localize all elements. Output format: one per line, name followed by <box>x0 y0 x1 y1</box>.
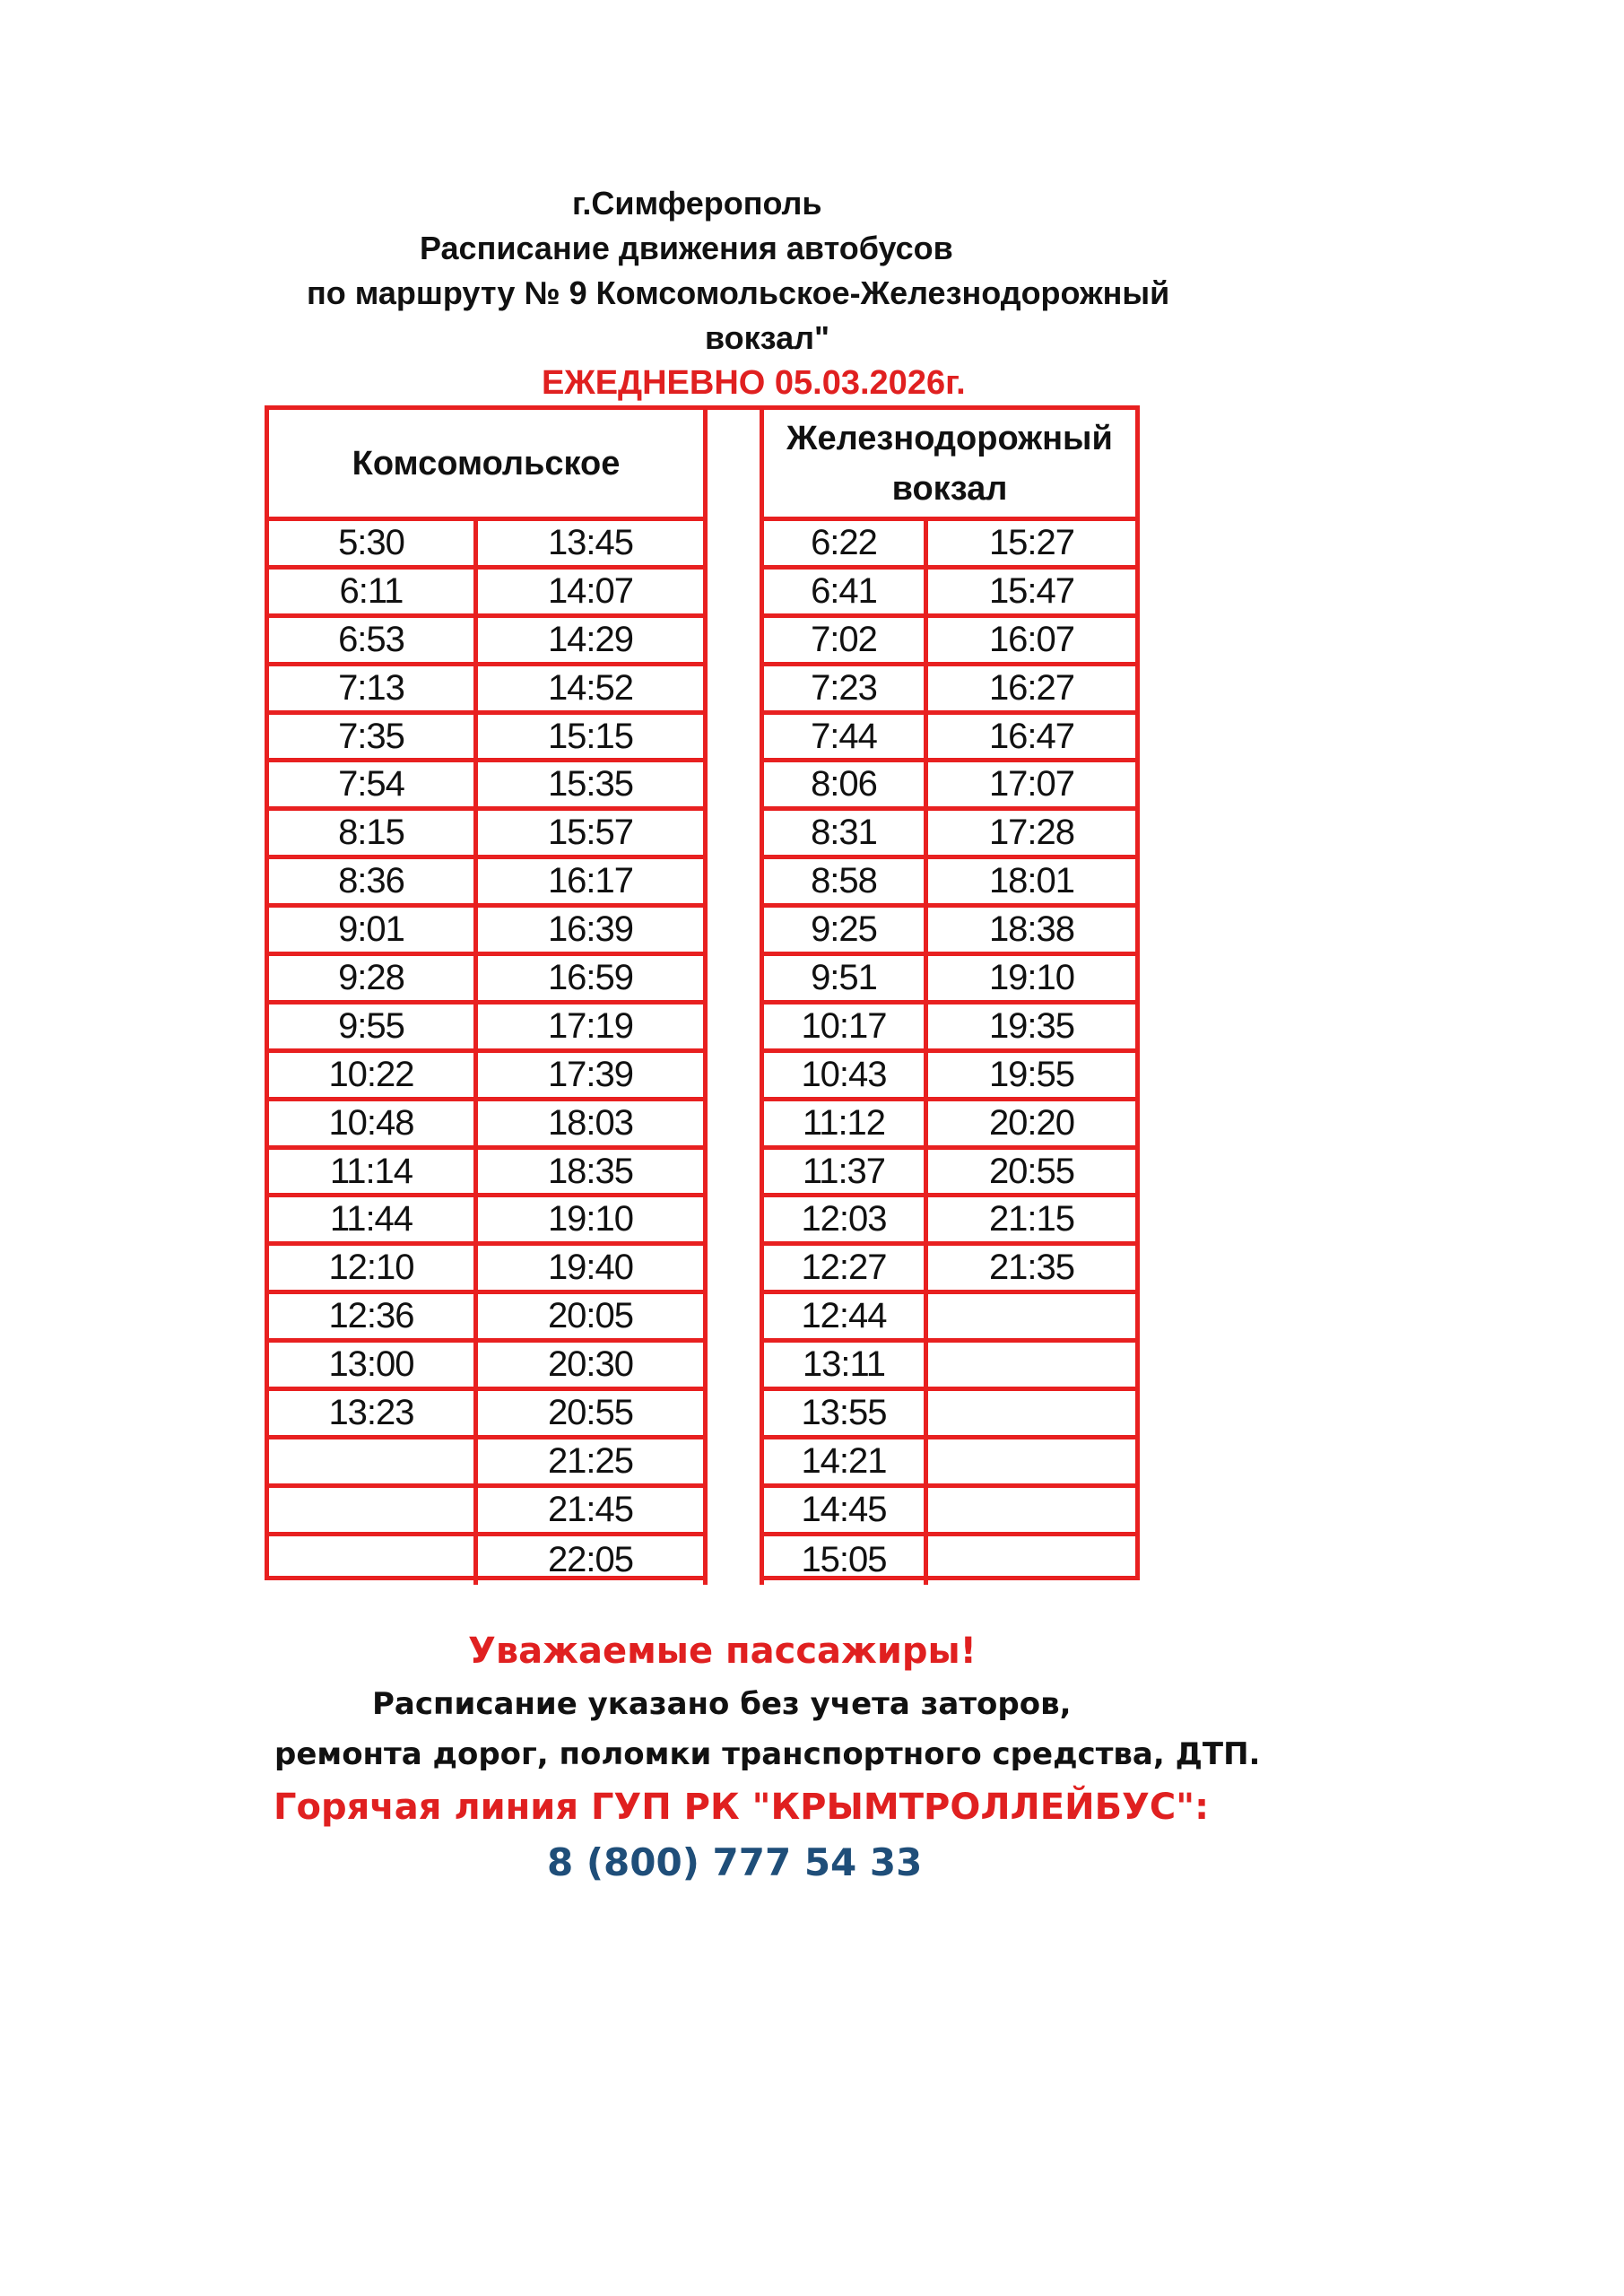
time-cell: 19:55 <box>928 1053 1135 1101</box>
time-cell: 6:53 <box>269 618 478 666</box>
stop-a-name: Комсомольское <box>352 444 621 483</box>
time-cell: 9:01 <box>269 908 478 956</box>
time-cell: 15:15 <box>478 715 708 763</box>
time-cell: 20:05 <box>478 1294 708 1343</box>
time-cell: 7:13 <box>269 666 478 715</box>
time-cell: 16:47 <box>928 715 1135 763</box>
column-separator <box>708 410 764 1585</box>
time-cell: 14:45 <box>764 1488 928 1536</box>
time-cell: 8:15 <box>269 811 478 859</box>
route-name: по маршруту № 9 Комсомольское-Железнодорожный <box>307 274 1170 311</box>
time-cell: 13:45 <box>478 521 708 570</box>
time-cell <box>928 1294 1135 1343</box>
time-cell: 14:29 <box>478 618 708 666</box>
time-cell: 16:17 <box>478 859 708 908</box>
time-cell: 14:21 <box>764 1439 928 1488</box>
time-cell: 16:27 <box>928 666 1135 715</box>
time-cell: 21:35 <box>928 1246 1135 1294</box>
time-cell: 9:51 <box>764 956 928 1004</box>
time-cell: 7:54 <box>269 762 478 811</box>
stop-b-name <box>786 413 1113 514</box>
time-cell: 7:02 <box>764 618 928 666</box>
time-cell: 21:45 <box>478 1488 708 1536</box>
time-cell: 20:55 <box>478 1391 708 1439</box>
stop-b-name-line1: Железнодорожный <box>786 419 1113 457</box>
time-cell: 9:25 <box>764 908 928 956</box>
time-cell: 17:39 <box>478 1053 708 1101</box>
time-cell: 12:44 <box>764 1294 928 1343</box>
time-cell: 15:47 <box>928 570 1135 618</box>
time-cell: 6:41 <box>764 570 928 618</box>
time-cell: 8:58 <box>764 859 928 908</box>
time-cell: 13:55 <box>764 1391 928 1439</box>
hotline-phone: 8 (800) 777 54 33 <box>547 1840 923 1884</box>
time-cell: 9:28 <box>269 956 478 1004</box>
time-cell <box>928 1439 1135 1488</box>
time-cell: 18:35 <box>478 1150 708 1198</box>
time-cell: 11:14 <box>269 1150 478 1198</box>
column-header-stop-b <box>764 410 1135 521</box>
time-cell <box>928 1488 1135 1536</box>
time-cell: 8:31 <box>764 811 928 859</box>
time-cell: 13:00 <box>269 1343 478 1391</box>
time-cell: 9:55 <box>269 1004 478 1053</box>
time-cell: 7:35 <box>269 715 478 763</box>
time-cell: 18:01 <box>928 859 1135 908</box>
time-cell: 10:48 <box>269 1101 478 1150</box>
time-cell: 10:43 <box>764 1053 928 1101</box>
time-cell <box>928 1536 1135 1585</box>
time-cell: 17:28 <box>928 811 1135 859</box>
time-cell: 19:10 <box>478 1197 708 1246</box>
time-cell: 7:23 <box>764 666 928 715</box>
time-cell: 20:30 <box>478 1343 708 1391</box>
time-cell: 22:05 <box>478 1536 708 1585</box>
time-cell: 13:23 <box>269 1391 478 1439</box>
time-cell: 11:44 <box>269 1197 478 1246</box>
time-cell: 7:44 <box>764 715 928 763</box>
timetable <box>265 405 1140 1580</box>
time-cell: 21:25 <box>478 1439 708 1488</box>
city-name: г.Симферополь <box>572 185 822 222</box>
time-cell: 12:03 <box>764 1197 928 1246</box>
notice-line-2: ремонта дорог, поломки транспортного средства, ДТП. <box>274 1736 1261 1772</box>
time-cell: 16:39 <box>478 908 708 956</box>
time-cell: 12:10 <box>269 1246 478 1294</box>
time-cell: 10:22 <box>269 1053 478 1101</box>
validity-date: ЕЖЕДНЕВНО 05.03.2026г. <box>542 364 966 402</box>
time-cell: 11:12 <box>764 1101 928 1150</box>
stop-b-name-line2: вокзал <box>891 469 1008 508</box>
time-cell: 12:27 <box>764 1246 928 1294</box>
time-cell: 15:57 <box>478 811 708 859</box>
time-cell <box>269 1488 478 1536</box>
time-cell: 10:17 <box>764 1004 928 1053</box>
time-cell: 6:11 <box>269 570 478 618</box>
hotline-label: Горячая линия ГУП РК "КРЫМТРОЛЛЕЙБУС": <box>274 1787 1210 1828</box>
column-header-stop-a <box>269 410 708 521</box>
time-cell: 13:11 <box>764 1343 928 1391</box>
time-cell: 19:40 <box>478 1246 708 1294</box>
time-cell: 19:10 <box>928 956 1135 1004</box>
time-cell: 14:52 <box>478 666 708 715</box>
time-cell: 20:55 <box>928 1150 1135 1198</box>
time-cell: 6:22 <box>764 521 928 570</box>
time-cell: 18:03 <box>478 1101 708 1150</box>
time-cell: 17:07 <box>928 762 1135 811</box>
schedule-title: Расписание движения автобусов <box>420 230 953 266</box>
time-cell: 11:37 <box>764 1150 928 1198</box>
time-cell <box>928 1343 1135 1391</box>
time-cell: 8:36 <box>269 859 478 908</box>
time-cell: 15:27 <box>928 521 1135 570</box>
time-cell <box>928 1391 1135 1439</box>
time-cell: 14:07 <box>478 570 708 618</box>
time-cell <box>269 1536 478 1585</box>
time-cell: 18:38 <box>928 908 1135 956</box>
time-cell: 20:20 <box>928 1101 1135 1150</box>
time-cell: 5:30 <box>269 521 478 570</box>
time-cell: 16:59 <box>478 956 708 1004</box>
timetable-grid <box>265 405 1140 1580</box>
time-cell: 12:36 <box>269 1294 478 1343</box>
time-cell: 19:35 <box>928 1004 1135 1053</box>
time-cell <box>269 1439 478 1488</box>
time-cell: 16:07 <box>928 618 1135 666</box>
route-name-continued: вокзал" <box>705 319 830 356</box>
notice-line-1: Расписание указано без учета заторов, <box>372 1686 1072 1722</box>
time-cell: 17:19 <box>478 1004 708 1053</box>
time-cell: 15:05 <box>764 1536 928 1585</box>
time-cell: 21:15 <box>928 1197 1135 1246</box>
notice-greeting: Уважаемые пассажиры! <box>468 1631 977 1672</box>
time-cell: 15:35 <box>478 762 708 811</box>
time-cell: 8:06 <box>764 762 928 811</box>
